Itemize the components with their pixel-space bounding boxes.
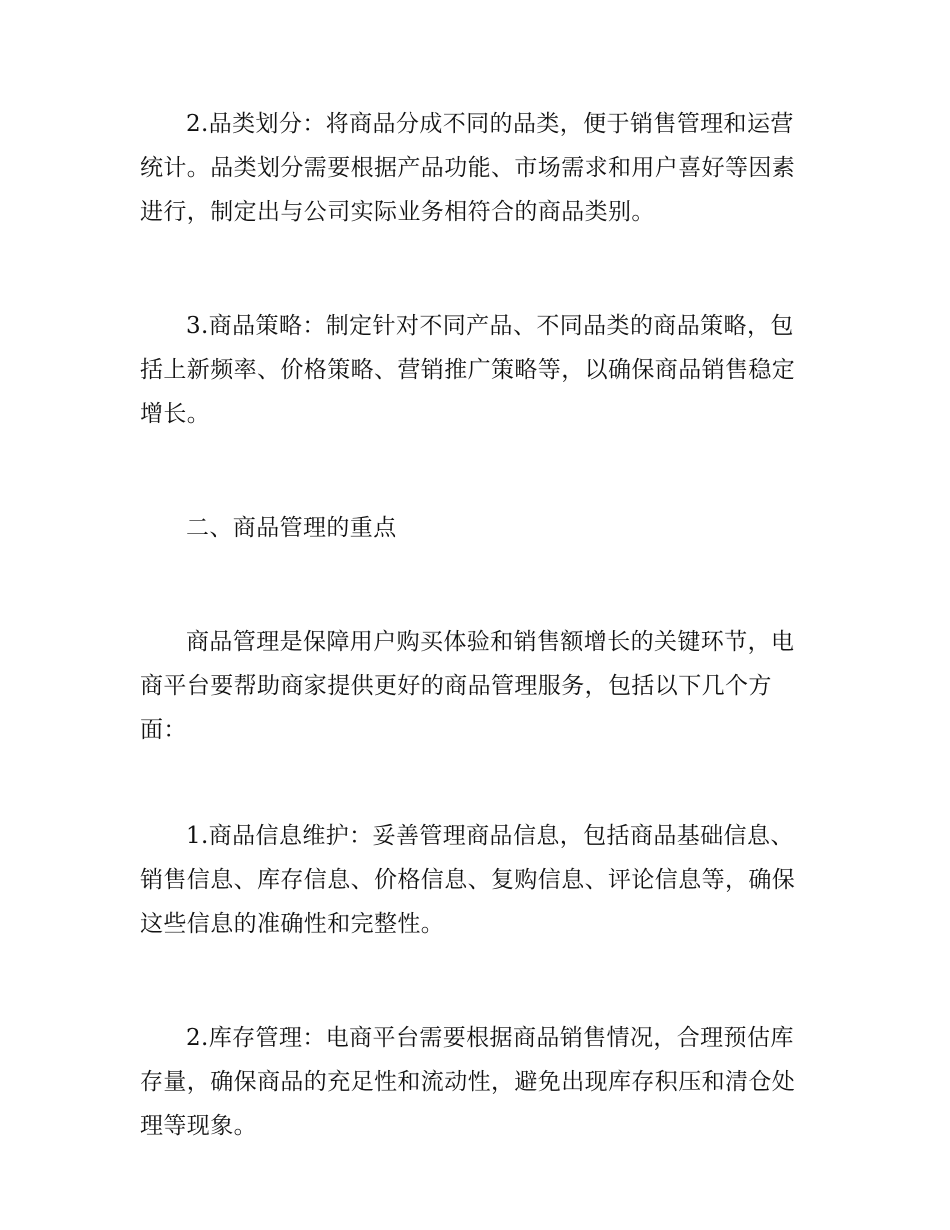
paragraph-inventory-management: 2.库存管理：电商平台需要根据商品销售情况，合理预估库存量，确保商品的充足性和流动性，避免出现库存积压和清仓处理等现象。 — [140, 1025, 796, 1139]
paragraph-spacer — [140, 550, 803, 620]
paragraph-category-division: 2.品类划分：将商品分成不同的品类，便于销售管理和运营统计。品类划分需要根据产品功能、市场需求和用户喜好等因素进行，制定出与公司实际业务相符合的商品类别。 — [140, 111, 796, 225]
paragraph-management-intro: 商品管理是保障用户购买体验和销售额增长的关键环节，电商平台要帮助商家提供更好的商品管理服务，包括以下几个方面： — [140, 629, 795, 743]
paragraph-spacer — [140, 752, 803, 814]
paragraph-spacer — [140, 946, 803, 1016]
document-page — [140, 102, 803, 1148]
paragraph-info-maintenance: 1.商品信息维护：妥善管理商品信息，包括商品基础信息、销售信息、库存信息、价格信息、复购信息、评论信息等，确保这些信息的准确性和完整性。 — [140, 823, 796, 937]
section-heading: 二、商品管理的重点 — [186, 515, 397, 541]
paragraph-spacer — [140, 234, 803, 304]
paragraph-spacer — [140, 436, 803, 506]
paragraph-product-strategy: 3.商品策略：制定针对不同产品、不同品类的商品策略，包括上新频率、价格策略、营销推广策略等，以确保商品销售稳定增长。 — [140, 313, 796, 427]
